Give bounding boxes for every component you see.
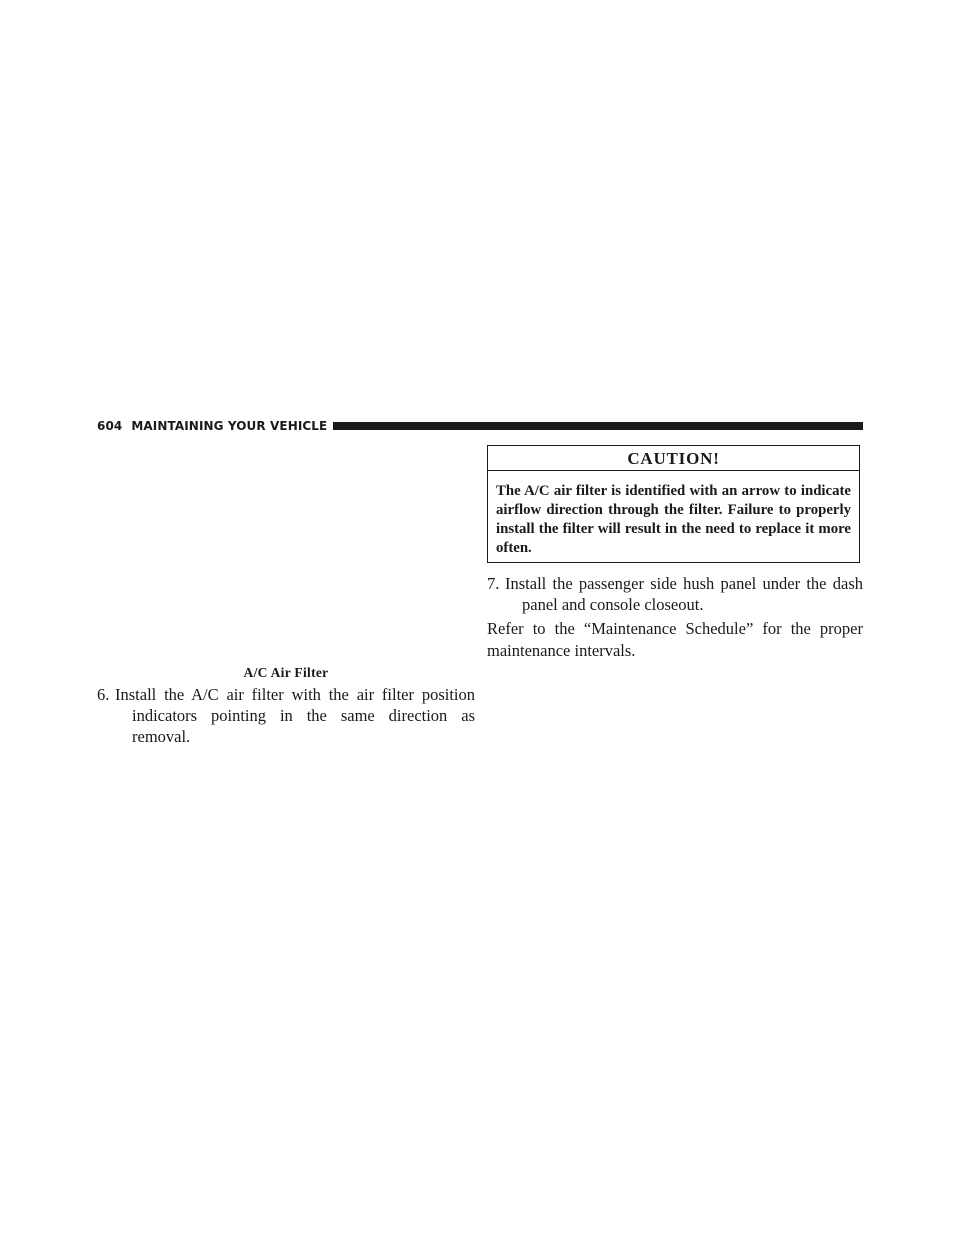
step-7: [487, 573, 863, 615]
step-text-line1: Install the A/C air filter with the air filter position: [115, 685, 475, 704]
step-number: 7.: [487, 574, 500, 593]
header-rule: [333, 422, 863, 430]
step-number: 6.: [97, 685, 110, 704]
page-number: 604: [97, 419, 123, 433]
step-text-line1: Install the passenger side hush panel under the dash: [505, 574, 863, 593]
step-text-line2: panel and console closeout.: [522, 595, 704, 614]
step-6: [97, 684, 475, 747]
maintenance-reference-paragraph: [487, 618, 863, 662]
caution-text: The A/C air filter is identified with an arrow to indicate airflow direction through the filter. Failure to properly install the filter will result in the need to replace it more often.: [496, 483, 851, 556]
caution-title: CAUTION!: [488, 446, 859, 471]
page-header: [97, 419, 863, 433]
caution-box: [487, 445, 860, 563]
step-text-line2: indicators pointing in the same direction as removal.: [132, 706, 475, 746]
section-title: MAINTAINING YOUR VEHICLE: [131, 419, 328, 433]
paragraph-line2: maintenance intervals.: [487, 641, 636, 660]
figure-image-area: [97, 445, 475, 640]
figure-caption: A/C Air Filter: [243, 665, 329, 680]
paragraph-line1: Refer to the “Maintenance Schedule” for the proper: [487, 619, 863, 638]
